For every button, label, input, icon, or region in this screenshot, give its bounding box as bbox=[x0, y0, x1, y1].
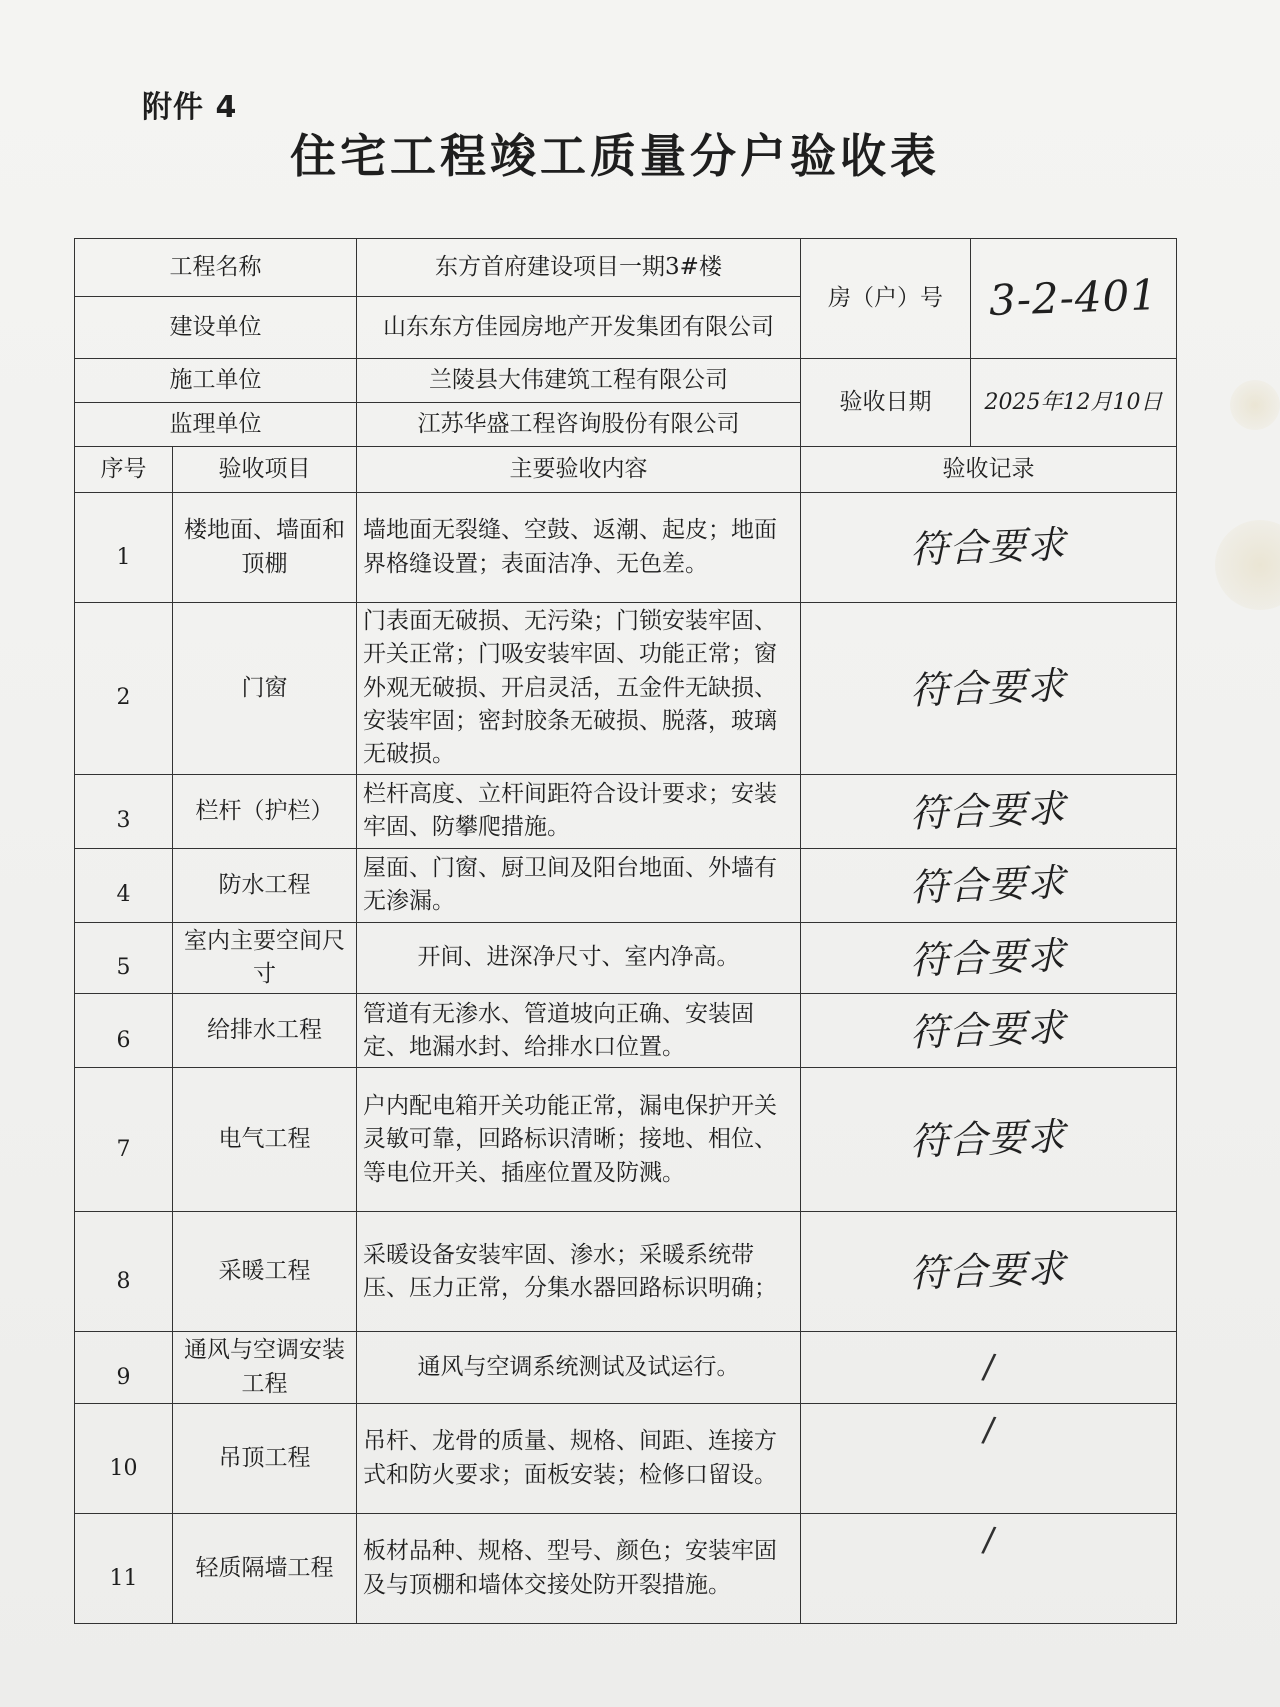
header-row bbox=[75, 359, 1177, 403]
column-header-no: 序号 bbox=[75, 447, 173, 493]
record-slash: / bbox=[980, 1346, 998, 1388]
builder-label: 建设单位 bbox=[75, 297, 357, 359]
contractor-value: 兰陵县大伟建筑工程有限公司 bbox=[357, 359, 801, 403]
row-no: 5 bbox=[75, 922, 173, 994]
column-header-content: 主要验收内容 bbox=[357, 447, 801, 493]
room-number-handwritten: 3-2-401 bbox=[988, 270, 1159, 325]
date-cell bbox=[971, 359, 1177, 447]
row-content: 墙地面无裂缝、空鼓、返潮、起皮；地面界格缝设置；表面洁净、无色差。 bbox=[357, 493, 801, 603]
row-record bbox=[801, 1514, 1177, 1624]
table-row bbox=[75, 922, 1177, 994]
row-item: 栏杆（护栏） bbox=[173, 774, 357, 848]
record-slash: / bbox=[980, 1519, 998, 1561]
project-name-label: 工程名称 bbox=[75, 239, 357, 297]
row-item: 门窗 bbox=[173, 603, 357, 775]
row-item: 给排水工程 bbox=[173, 994, 357, 1068]
row-no: 10 bbox=[75, 1404, 173, 1514]
row-no: 9 bbox=[75, 1332, 173, 1404]
table-row bbox=[75, 1404, 1177, 1514]
coffee-stain bbox=[1230, 380, 1280, 430]
row-no: 7 bbox=[75, 1068, 173, 1212]
table-row bbox=[75, 848, 1177, 922]
row-item: 楼地面、墙面和顶棚 bbox=[173, 493, 357, 603]
record-handwritten: 符合要求 bbox=[909, 522, 1068, 572]
row-record bbox=[801, 774, 1177, 848]
row-content: 屋面、门窗、厨卫间及阳台地面、外墙有无渗漏。 bbox=[357, 848, 801, 922]
acceptance-table bbox=[74, 238, 1177, 1624]
record-slash: / bbox=[980, 1409, 998, 1451]
date-value: 2025年12月10日 bbox=[984, 389, 1163, 415]
row-no: 4 bbox=[75, 848, 173, 922]
row-record bbox=[801, 603, 1177, 775]
table-row bbox=[75, 774, 1177, 848]
row-item: 通风与空调安装工程 bbox=[173, 1332, 357, 1404]
room-number-cell bbox=[971, 239, 1177, 359]
record-handwritten: 符合要求 bbox=[909, 932, 1068, 983]
column-header-item: 验收项目 bbox=[173, 447, 357, 493]
row-no: 3 bbox=[75, 774, 173, 848]
room-label: 房（户）号 bbox=[801, 239, 971, 359]
row-item: 室内主要空间尺寸 bbox=[173, 922, 357, 994]
row-record bbox=[801, 1404, 1177, 1514]
row-record bbox=[801, 848, 1177, 922]
row-content: 门表面无破损、无污染；门锁安装牢固、开关正常；门吸安装牢固、功能正常；窗外观无破损、开启灵活，五金件无缺损、 安装牢固；密封胶条无破损、脱落，玻璃无破损。 bbox=[357, 603, 801, 775]
table-row bbox=[75, 994, 1177, 1068]
row-record bbox=[801, 493, 1177, 603]
record-handwritten: 符合要求 bbox=[909, 785, 1068, 836]
table-row bbox=[75, 1332, 1177, 1404]
header-row bbox=[75, 239, 1177, 297]
record-handwritten: 符合要求 bbox=[909, 859, 1068, 910]
row-content: 开间、进深净尺寸、室内净高。 bbox=[357, 922, 801, 994]
row-item: 吊顶工程 bbox=[173, 1404, 357, 1514]
row-content: 采暖设备安装牢固、渗水；采暖系统带压、压力正常，分集水器回路标识明确； bbox=[357, 1212, 801, 1332]
row-content: 通风与空调系统测试及试运行。 bbox=[357, 1332, 801, 1404]
contractor-label: 施工单位 bbox=[75, 359, 357, 403]
record-handwritten: 符合要求 bbox=[909, 1114, 1068, 1165]
row-no: 6 bbox=[75, 994, 173, 1068]
row-content: 板材品种、规格、型号、颜色；安装牢固及与顶棚和墙体交接处防开裂措施。 bbox=[357, 1514, 801, 1624]
row-no: 1 bbox=[75, 493, 173, 603]
attachment-label: 附件 4 bbox=[142, 90, 238, 125]
record-handwritten: 符合要求 bbox=[909, 1005, 1068, 1056]
project-name-value: 东方首府建设项目一期3#楼 bbox=[357, 239, 801, 297]
row-record bbox=[801, 1212, 1177, 1332]
row-content: 管道有无渗水、管道坡向正确、安装固定、地漏水封、给排水口位置。 bbox=[357, 994, 801, 1068]
builder-value: 山东东方佳园房地产开发集团有限公司 bbox=[357, 297, 801, 359]
column-header-record: 验收记录 bbox=[801, 447, 1177, 493]
row-item: 防水工程 bbox=[173, 848, 357, 922]
row-record bbox=[801, 1332, 1177, 1404]
row-record bbox=[801, 994, 1177, 1068]
supervisor-label: 监理单位 bbox=[75, 403, 357, 447]
table-row bbox=[75, 1068, 1177, 1212]
document-title: 住宅工程竣工质量分户验收表 bbox=[290, 129, 940, 183]
row-no: 11 bbox=[75, 1514, 173, 1624]
date-label: 验收日期 bbox=[801, 359, 971, 447]
record-handwritten: 符合要求 bbox=[909, 1246, 1068, 1297]
row-no: 2 bbox=[75, 603, 173, 775]
row-item: 采暖工程 bbox=[173, 1212, 357, 1332]
row-item: 轻质隔墙工程 bbox=[173, 1514, 357, 1624]
row-item: 电气工程 bbox=[173, 1068, 357, 1212]
table-row bbox=[75, 603, 1177, 775]
row-record bbox=[801, 1068, 1177, 1212]
row-content: 吊杆、龙骨的质量、规格、间距、连接方式和防火要求；面板安装；检修口留设。 bbox=[357, 1404, 801, 1514]
column-header-row bbox=[75, 447, 1177, 493]
table-row bbox=[75, 1514, 1177, 1624]
supervisor-value: 江苏华盛工程咨询股份有限公司 bbox=[357, 403, 801, 447]
row-record bbox=[801, 922, 1177, 994]
row-no: 8 bbox=[75, 1212, 173, 1332]
row-content: 户内配电箱开关功能正常，漏电保护开关灵敏可靠，回路标识清晰；接地、相位、等电位开关、插座位置及防溅。 bbox=[357, 1068, 801, 1212]
table-row bbox=[75, 1212, 1177, 1332]
record-handwritten: 符合要求 bbox=[909, 663, 1068, 713]
row-content: 栏杆高度、立杆间距符合设计要求；安装牢固、防攀爬措施。 bbox=[357, 774, 801, 848]
table-row bbox=[75, 493, 1177, 603]
